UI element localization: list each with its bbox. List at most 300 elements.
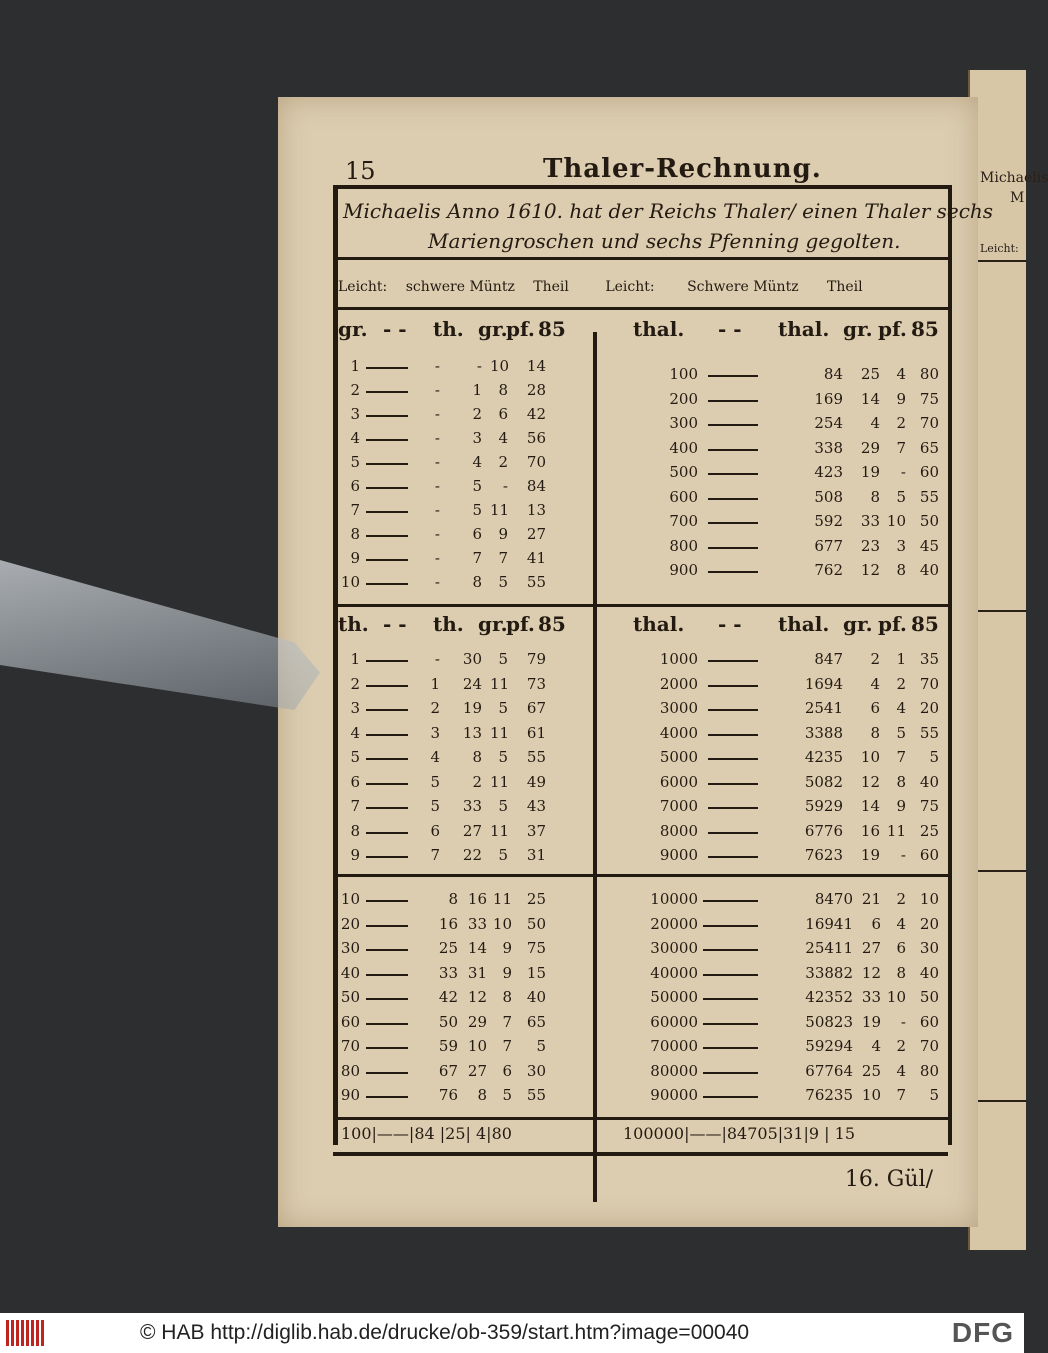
- dash-rule: [366, 734, 408, 736]
- totals-left: 100|——|84 |25| 4|80: [341, 1124, 512, 1143]
- table-cell: 12: [861, 963, 881, 982]
- row-label: 800: [669, 536, 698, 555]
- row-label: 10000: [650, 890, 698, 908]
- table-block-hundreds: [608, 317, 938, 602]
- table-cell: 847: [814, 650, 843, 668]
- col-head: Leicht:: [338, 279, 388, 295]
- row-label: 60: [340, 1012, 360, 1031]
- table-cell: 40: [919, 963, 939, 982]
- dash-rule: [366, 685, 408, 687]
- column-header: 85: [538, 612, 566, 636]
- table-cell: 10: [467, 1037, 487, 1055]
- table-cell: 1: [430, 674, 440, 693]
- row-label: 500: [669, 463, 698, 481]
- table-cell: 5: [896, 723, 906, 742]
- table-cell: 3: [472, 429, 482, 447]
- table-cell: 75: [919, 797, 939, 815]
- table-cell: 25: [526, 890, 546, 908]
- table-cell: 7623: [804, 846, 843, 864]
- table-cell: 7: [498, 549, 508, 567]
- row-label: 9000: [659, 846, 698, 864]
- row-label: 9: [350, 549, 360, 567]
- dash-rule: [708, 685, 758, 687]
- table-cell: 5: [472, 477, 482, 495]
- table-cell: 75: [919, 389, 939, 408]
- row-label: 4000: [659, 723, 698, 742]
- table-cell: 8: [502, 988, 512, 1006]
- column-header: 85: [538, 317, 566, 341]
- table-cell: 10: [886, 512, 906, 530]
- row-label: 90: [340, 1086, 360, 1104]
- table-cell: 2: [896, 674, 906, 693]
- table-cell: 11: [490, 772, 510, 791]
- table-cell: -: [434, 501, 440, 519]
- table-cell: 9: [502, 963, 512, 982]
- dash-rule: [708, 522, 758, 524]
- dash-rule: [708, 856, 758, 858]
- row-label: 7: [350, 797, 360, 815]
- table-cell: -: [502, 477, 508, 495]
- totals-right: 100000|——|84705|31|9 | 15: [623, 1124, 855, 1143]
- row-label: 90000: [650, 1086, 698, 1104]
- row-label: 4: [350, 429, 360, 447]
- table-cell: 65: [919, 438, 939, 457]
- dash-rule: [703, 1072, 758, 1074]
- catchword: 16. Gül/: [844, 1167, 933, 1192]
- dash-rule: [703, 974, 758, 976]
- running-head: Thaler-Rechnung.: [543, 154, 822, 184]
- row-label: 2: [350, 674, 360, 693]
- table-cell: 10: [860, 748, 880, 766]
- dash-rule: [703, 1023, 758, 1025]
- table-cell: 25: [860, 365, 880, 383]
- table-cell: 4: [498, 429, 508, 447]
- table-cell: 33: [861, 988, 881, 1006]
- row-label: 2000: [659, 674, 698, 693]
- table-cell: 42: [526, 405, 546, 423]
- row-label: 3: [350, 699, 360, 717]
- table-cell: 43: [526, 797, 546, 815]
- table-cell: 19: [462, 699, 482, 717]
- table-cell: 25411: [805, 939, 853, 957]
- table-cell: 5: [498, 699, 508, 717]
- table-cell: 9: [896, 797, 906, 815]
- adjacent-page-text: Michaelis: [980, 170, 1048, 186]
- table-cell: 8: [896, 561, 906, 579]
- column-header: thal.: [633, 612, 685, 636]
- table-cell: 30: [462, 650, 482, 668]
- column-header: thal.: [633, 317, 685, 341]
- row-label: 50000: [650, 988, 698, 1006]
- table-cell: 13: [526, 501, 546, 519]
- table-cell: 5: [502, 1086, 512, 1104]
- table-cell: 4: [896, 914, 906, 933]
- row-label: 40: [340, 963, 360, 982]
- dash-rule: [708, 660, 758, 662]
- row-label: 8000: [659, 821, 698, 840]
- table-block-tens: [338, 882, 588, 1112]
- col-head: Theil: [827, 279, 863, 295]
- table-cell: 762: [814, 561, 843, 579]
- table-cell: -: [434, 549, 440, 567]
- row-label: 400: [669, 438, 698, 457]
- dash-rule: [708, 375, 758, 377]
- table-cell: 5: [498, 797, 508, 815]
- table-cell: 70: [526, 453, 546, 471]
- dash-rule: [708, 473, 758, 475]
- table-cell: 5: [929, 1086, 939, 1104]
- heading-line-2: Mariengroschen und sechs Pfenning gegolten.: [428, 229, 901, 253]
- table-block-ten-thousands: [608, 882, 938, 1112]
- table-cell: 40: [919, 561, 939, 579]
- column-header: gr.: [338, 317, 368, 341]
- table-cell: 508: [814, 487, 843, 506]
- table-cell: 1: [896, 650, 906, 668]
- table-cell: 16: [860, 821, 880, 840]
- table-cell: -: [434, 405, 440, 423]
- row-label: 1: [350, 650, 360, 668]
- table-cell: 50823: [805, 1012, 853, 1031]
- table-cell: 70: [919, 1037, 939, 1055]
- dash-rule: [703, 1096, 758, 1098]
- table-cell: 9: [498, 525, 508, 543]
- col-head: Theil: [533, 279, 569, 295]
- table-cell: 21: [861, 890, 881, 908]
- dash-rule: [366, 535, 408, 537]
- table-cell: 76235: [805, 1086, 853, 1104]
- heading-line-1: Michaelis Anno 1610. hat der Reichs Thaler/ einen Thaler sechs: [343, 199, 994, 223]
- row-label: 5: [350, 748, 360, 766]
- table-cell: 19: [861, 1012, 881, 1031]
- table-cell: 59294: [805, 1037, 853, 1055]
- dash-rule: [708, 709, 758, 711]
- table-block-grosch: [338, 317, 588, 602]
- table-cell: 5: [472, 501, 482, 519]
- row-label: 80: [340, 1061, 360, 1080]
- table-cell: 1694: [804, 674, 843, 693]
- row-label: 80000: [650, 1061, 698, 1080]
- table-cell: 677: [814, 536, 843, 555]
- row-label: 300: [669, 414, 698, 432]
- table-cell: 16941: [805, 914, 853, 933]
- table-cell: 70: [919, 674, 939, 693]
- table-cell: 6: [502, 1061, 512, 1080]
- table-cell: 592: [814, 512, 843, 530]
- table-cell: 8: [477, 1086, 487, 1104]
- table-cell: 169: [814, 389, 843, 408]
- dash-rule: [708, 807, 758, 809]
- column-header: th.: [338, 612, 369, 636]
- row-label: 5: [350, 453, 360, 471]
- table-cell: -: [434, 650, 440, 668]
- adjacent-page-text: M: [1010, 190, 1025, 206]
- table-cell: -: [434, 429, 440, 447]
- row-label: 100: [669, 365, 698, 383]
- table-cell: 59: [438, 1037, 458, 1055]
- table-cell: 25: [438, 939, 458, 957]
- row-label: 10: [340, 573, 360, 591]
- table-cell: 19: [860, 846, 880, 864]
- column-header: gr.: [843, 612, 873, 636]
- table-cell: 14: [860, 389, 880, 408]
- table-cell: 27: [526, 525, 546, 543]
- dash-rule: [708, 449, 758, 451]
- table-cell: 5: [498, 846, 508, 864]
- row-label: 60000: [650, 1012, 698, 1031]
- footer-credit: © HAB http://diglib.hab.de/drucke/ob-359/start.htm?image=00040: [140, 1321, 750, 1344]
- table-cell: 33882: [805, 963, 853, 982]
- table-cell: 2: [896, 890, 906, 908]
- table-cell: 4: [472, 453, 482, 471]
- table-cell: 11: [490, 723, 510, 742]
- table-cell: 11: [886, 821, 906, 840]
- column-header: - -: [718, 612, 742, 636]
- table-cell: 2: [430, 699, 440, 717]
- table-cell: 8: [870, 723, 880, 742]
- printed-sheet: [323, 117, 994, 1192]
- table-block-thaler: [338, 612, 588, 872]
- table-cell: 10: [492, 914, 512, 933]
- table-cell: 33: [462, 797, 482, 815]
- table-cell: 10: [490, 357, 510, 375]
- table-cell: 80: [919, 365, 939, 383]
- dash-rule: [708, 571, 758, 573]
- table-cell: 5: [896, 487, 906, 506]
- table-cell: 31: [526, 846, 546, 864]
- dash-rule: [366, 758, 408, 760]
- table-cell: 6: [498, 405, 508, 423]
- table-cell: 67764: [805, 1061, 853, 1080]
- table-cell: 4: [871, 1037, 881, 1055]
- table-cell: 4: [870, 414, 880, 432]
- dash-rule: [703, 900, 758, 902]
- dash-rule: [366, 949, 408, 951]
- dash-rule: [708, 832, 758, 834]
- dash-rule: [366, 832, 408, 834]
- table-cell: 7: [430, 846, 440, 864]
- table-cell: 20: [919, 699, 939, 717]
- table-cell: 42: [438, 988, 458, 1006]
- col-head: Schwere Müntz: [687, 279, 799, 295]
- footer-bar: [0, 1313, 1024, 1353]
- table-cell: 5: [430, 772, 440, 791]
- table-cell: 5: [498, 650, 508, 668]
- book-page: [278, 97, 994, 1227]
- row-label: 20000: [650, 914, 698, 933]
- table-cell: 4: [870, 674, 880, 693]
- table-cell: 6: [870, 699, 880, 717]
- table-cell: 2: [870, 650, 880, 668]
- table-cell: 79: [526, 650, 546, 668]
- column-header: gr.: [478, 317, 508, 341]
- row-label: 700: [669, 512, 698, 530]
- table-cell: 28: [526, 381, 546, 399]
- table-cell: 42352: [805, 988, 853, 1006]
- table-cell: 22: [462, 846, 482, 864]
- dash-rule: [708, 498, 758, 500]
- table-cell: 8470: [814, 890, 853, 908]
- table-cell: 27: [861, 939, 881, 957]
- table-cell: 5929: [804, 797, 843, 815]
- table-cell: 67: [438, 1061, 458, 1080]
- row-label: 6: [350, 477, 360, 495]
- row-label: 8: [350, 525, 360, 543]
- table-block-thousands: [608, 612, 938, 872]
- table-cell: 84: [526, 477, 546, 495]
- table-cell: -: [900, 463, 906, 481]
- column-header: pf.: [506, 317, 535, 341]
- table-cell: 338: [814, 438, 843, 457]
- table-cell: 423: [814, 463, 843, 481]
- table-cell: 2: [498, 453, 508, 471]
- page-number: 15: [345, 157, 376, 185]
- table-cell: 67: [526, 699, 546, 717]
- table-cell: 23: [860, 536, 880, 555]
- column-header: pf.: [506, 612, 535, 636]
- table-cell: 7: [502, 1037, 512, 1055]
- row-label: 2: [350, 381, 360, 399]
- table-cell: 12: [860, 561, 880, 579]
- table-cell: 5: [929, 748, 939, 766]
- table-cell: 33: [438, 963, 458, 982]
- table-cell: 35: [919, 650, 939, 668]
- table-cell: 8: [472, 748, 482, 766]
- dash-rule: [366, 511, 408, 513]
- table-cell: -: [434, 453, 440, 471]
- table-cell: 76: [438, 1086, 458, 1104]
- table-cell: 2: [896, 414, 906, 432]
- table-cell: 1: [472, 381, 482, 399]
- table-cell: 65: [526, 1012, 546, 1031]
- dash-rule: [366, 1096, 408, 1098]
- table-cell: -: [900, 846, 906, 864]
- dash-rule: [708, 547, 758, 549]
- dash-rule: [708, 400, 758, 402]
- table-cell: 27: [462, 821, 482, 840]
- table-cell: 41: [526, 549, 546, 567]
- table-cell: 14: [860, 797, 880, 815]
- row-label: 8: [350, 821, 360, 840]
- column-header: 85: [911, 317, 939, 341]
- table-cell: 12: [860, 772, 880, 791]
- col-head: schwere Müntz: [405, 279, 515, 295]
- table-cell: 5: [498, 748, 508, 766]
- table-cell: 60: [919, 1012, 939, 1031]
- row-label: 7: [350, 501, 360, 519]
- row-label: 70: [340, 1037, 360, 1055]
- dash-rule: [366, 998, 408, 1000]
- table-cell: 33: [467, 914, 487, 933]
- row-label: 5000: [659, 748, 698, 766]
- col-head: Leicht:: [605, 279, 655, 295]
- row-label: 900: [669, 561, 698, 579]
- row-label: 3: [350, 405, 360, 423]
- dash-rule: [366, 415, 408, 417]
- table-cell: -: [434, 573, 440, 591]
- column-header: thal.: [778, 317, 830, 341]
- column-header: - -: [383, 317, 407, 341]
- table-cell: 56: [526, 429, 546, 447]
- column-header: pf.: [878, 317, 907, 341]
- dash-rule: [708, 734, 758, 736]
- table-cell: 50: [919, 988, 939, 1006]
- table-cell: 3: [896, 536, 906, 555]
- table-cell: 25: [861, 1061, 881, 1080]
- table-cell: 15: [526, 963, 546, 982]
- table-cell: -: [434, 477, 440, 495]
- column-header: thal.: [778, 612, 830, 636]
- row-label: 1000: [659, 650, 698, 668]
- dash-rule: [703, 949, 758, 951]
- center-rule: [593, 332, 597, 1202]
- table-cell: 11: [490, 821, 510, 840]
- table-cell: 3388: [804, 723, 843, 742]
- table-cell: 4: [430, 748, 440, 766]
- table-cell: 9: [502, 939, 512, 957]
- table-cell: 8: [896, 963, 906, 982]
- table-cell: 7: [502, 1012, 512, 1031]
- table-cell: 7: [896, 438, 906, 457]
- table-cell: 55: [526, 748, 546, 766]
- table-cell: 30: [919, 939, 939, 957]
- hab-logo-icon: [6, 1320, 46, 1346]
- dfg-logo: DFG: [951, 1317, 1014, 1348]
- table-cell: 8: [448, 890, 458, 908]
- dash-rule: [708, 758, 758, 760]
- table-cell: 55: [526, 573, 546, 591]
- dash-rule: [366, 487, 408, 489]
- table-cell: 10: [919, 890, 939, 908]
- table-cell: 73: [526, 674, 546, 693]
- column-header: pf.: [878, 612, 907, 636]
- row-label: 3000: [659, 699, 698, 717]
- table-cell: 84: [823, 365, 843, 383]
- dash-rule: [366, 1023, 408, 1025]
- column-heads: [338, 279, 943, 295]
- table-cell: 7: [896, 1086, 906, 1104]
- row-label: 10: [340, 890, 360, 908]
- table-cell: 70: [919, 414, 939, 432]
- table-cell: 4235: [804, 748, 843, 766]
- table-cell: 10: [886, 988, 906, 1006]
- table-cell: 5: [498, 573, 508, 591]
- table-cell: 27: [467, 1061, 487, 1080]
- table-cell: -: [476, 357, 482, 375]
- table-cell: 6: [896, 939, 906, 957]
- table-cell: 75: [526, 939, 546, 957]
- column-header: - -: [383, 612, 407, 636]
- dash-rule: [366, 559, 408, 561]
- dash-rule: [366, 974, 408, 976]
- dash-rule: [703, 925, 758, 927]
- row-label: 30: [340, 939, 360, 957]
- table-cell: 6776: [804, 821, 843, 840]
- dash-rule: [366, 367, 408, 369]
- row-label: 600: [669, 487, 698, 506]
- table-cell: 8: [896, 772, 906, 791]
- table-cell: 14: [526, 357, 546, 375]
- table-cell: 11: [490, 501, 510, 519]
- table-cell: 30: [526, 1061, 546, 1080]
- table-cell: 40: [919, 772, 939, 791]
- table-cell: 19: [860, 463, 880, 481]
- row-label: 6: [350, 772, 360, 791]
- row-label: 50: [340, 988, 360, 1006]
- column-header: th.: [433, 612, 464, 636]
- table-cell: 13: [462, 723, 482, 742]
- row-label: 70000: [650, 1037, 698, 1055]
- dash-rule: [366, 925, 408, 927]
